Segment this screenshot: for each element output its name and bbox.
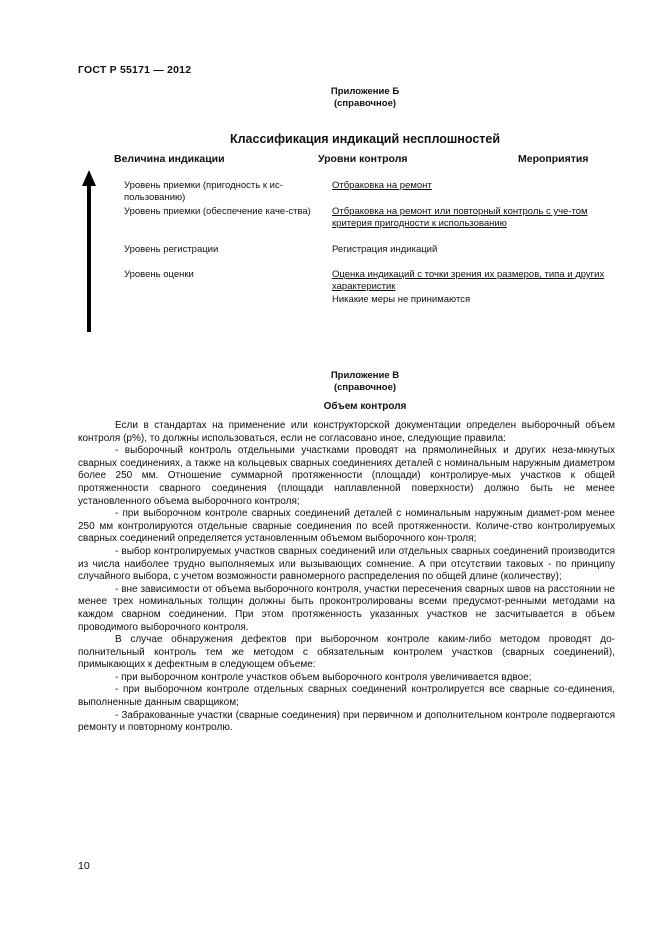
action-register-indications: Регистрация индикаций xyxy=(332,244,438,255)
paragraph: - при выборочном контроле сварных соединений деталей с номинальным наружным диамет-ром менее 250 мм контролируются отдельные сварные соединения по всей протяженности. Количе-ство контролируемых сварных соединений определяется установленным объемом выборочного кон-троля; xyxy=(78,508,615,545)
level-acceptance-usability: Уровень приемки (пригодность к ис-пользованию) xyxy=(124,180,283,203)
column-header-control-levels: Уровни контроля xyxy=(318,153,408,165)
inspection-scope-body xyxy=(78,420,615,735)
paragraph: - вне зависимости от объема выборочного контроля, участки пересечения сварных швов на расстоянии не менее трех номинальных толщин должны быть проконтролированы всеми предусмот-ренными методами на каждом сварном соединении. При этом протяженность указанных участков не засчитывается в объем проводимого выборочного контроля. xyxy=(78,583,615,633)
paragraph: - при выборочном контроле участков объем выборочного контроля увеличивается вдвое; xyxy=(115,671,532,683)
paragraph: - при выборочном контроле отдельных сварных соединений контролируется все сварные со-единения, выполненные данным сварщиком; xyxy=(78,684,615,709)
column-header-indication-size: Величина индикации xyxy=(114,153,225,165)
paragraph: - выборочный контроль отдельными участками проводят на прямолинейных и других неза-мкнутых сварных соединениях, а также на кольцевых сварных соединениях деталей с номинальным наружным диаметром более 250 мм. Отношение суммарной протяженности (площади) контролируе-мых участков к общей протяженности сварного соединения (площади наплавленной поверхности) должно быть не менее установленного объема выборочного контроля; xyxy=(78,445,615,507)
paragraph: В случае обнаружения дефектов при выборочном контроле каким-либо методом проводят до-полнительный контроль тем же методом с обязательным контролем участков (сварных соединений), примыкающих к дефектным в следующем объеме: xyxy=(78,634,615,671)
level-acceptance-quality: Уровень приемки (обеспечение каче-ства) xyxy=(124,206,311,217)
inspection-scope-heading: Объем контроля xyxy=(323,401,407,412)
appendix-v-label xyxy=(300,370,430,394)
page-number: 10 xyxy=(78,860,90,872)
paragraph: Если в стандартах на применение или конструкторской документации определен выборочный объем контроля (р%), то должны использоваться, если не согласовано иное, следующие правила: xyxy=(78,420,615,444)
appendix-b-label xyxy=(300,86,430,110)
action-evaluate-indications: Оценка индикаций с точки зрения их размеров, типа и других характеристик xyxy=(332,269,605,292)
appendix-v-type: (справочное) xyxy=(333,382,397,393)
paragraph: - выбор контролируемых участков сварных соединений или отдельных сварных соединений производится из числа наиболее трудно выполняемых или вызывающих сомнение. А при отсутствии таковых - по принципу случайного выбора, с учетом возможности равномерного распределения по общей длине (количеству); xyxy=(78,545,615,583)
action-reject-repair: Отбраковка на ремонт xyxy=(332,180,432,191)
level-registration: Уровень регистрации xyxy=(124,244,219,255)
arrow-shaft xyxy=(87,184,91,332)
appendix-b-type: (справочное) xyxy=(333,98,397,109)
paragraph: - Забракованные участки (сварные соединения) при первичном и дополнительном контроле подвергаются ремонту и повторному контролю. xyxy=(78,709,615,734)
action-no-measures: Никакие меры не принимаются xyxy=(332,294,471,305)
column-header-measures: Мероприятия xyxy=(518,153,589,165)
appendix-v-title: Приложение В xyxy=(330,370,400,381)
action-reject-or-retest: Отбраковка на ремонт или повторный контроль с уче-том критерия пригодности к использованию xyxy=(332,206,588,229)
level-evaluation: Уровень оценки xyxy=(124,269,194,280)
classification-heading: Классификация индикаций несплошностей xyxy=(229,132,501,146)
appendix-b-title: Приложение Б xyxy=(330,86,400,97)
standard-number: ГОСТ Р 55171 — 2012 xyxy=(78,64,192,76)
